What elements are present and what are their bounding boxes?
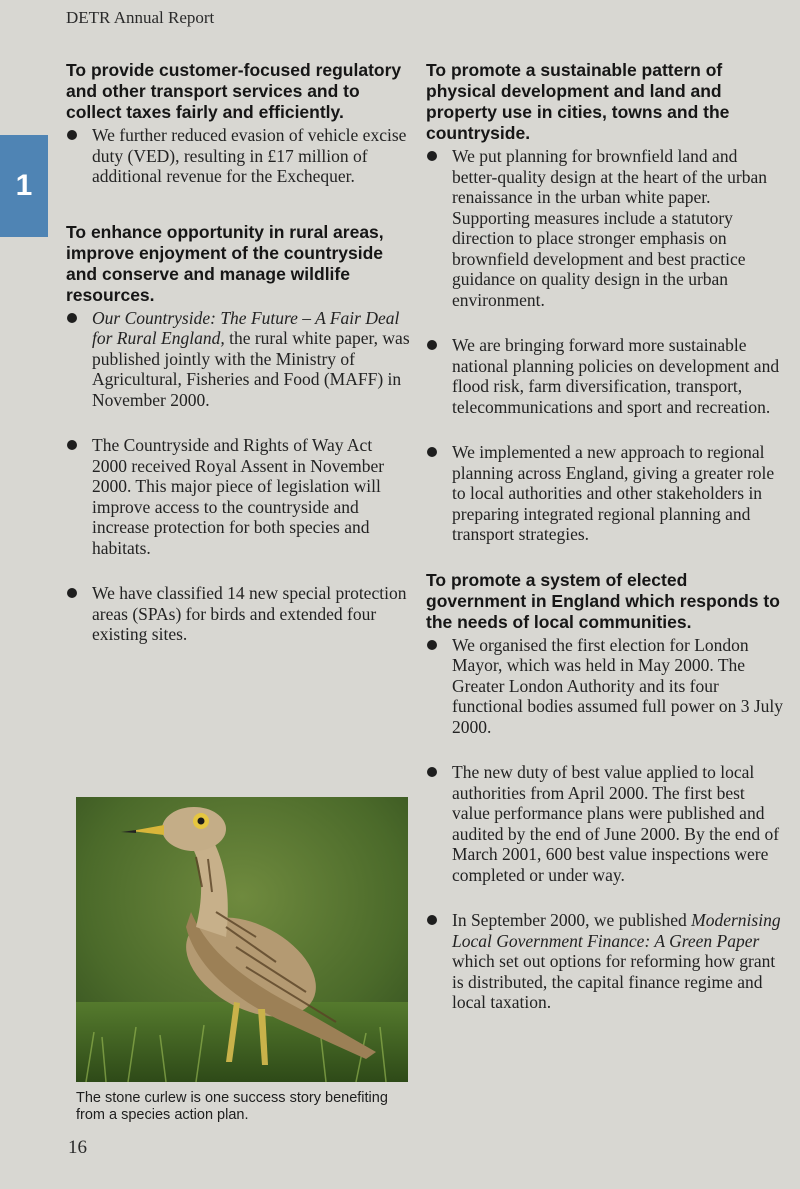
bullet-text: In September 2000, we published [452, 910, 692, 930]
bullet-item [66, 583, 411, 645]
bullet-text: We organised the first election for London Mayor, which was held in May 2000. The Greater London Authority and its four functional bodies assumed full power on 3 July 2000. [452, 634, 783, 737]
section-heading: To promote a system of elected government in England which responds to the needs of local communities. [426, 569, 780, 632]
bullet-item [66, 435, 411, 558]
bullet-item [426, 635, 786, 738]
bullet-item [66, 125, 411, 187]
bullet-text: We put planning for brownfield land and better-quality design at the heart of the urban renaissance in the urban white paper. Supporting measures include a statutory direction to place stronger emphasis on brownfield development and best practice guidance on quality design in the urban environment. [452, 146, 768, 310]
bullet-text: We are bringing forward more sustainable national planning policies on development and flood risk, farm diversification, transport, telecommunications and sport and recreation. [452, 335, 780, 417]
bullet-icon [67, 130, 77, 140]
bullet-icon [427, 447, 437, 457]
bullet-text: which set out options for reforming how grant is distributed, the capital finance regime and local taxation. [452, 951, 776, 1012]
bullet-icon [427, 767, 437, 777]
bullet-icon [67, 440, 77, 450]
bullet-text: We have classified 14 new special protection areas (SPAs) for birds and extended four existing sites. [92, 583, 407, 644]
bullet-text: The Countryside and Rights of Way Act 2000 received Royal Assent in November 2000. This major piece of legislation will improve access to the countryside and increase protection for both species and habitats. [92, 435, 385, 558]
bullet-icon [427, 340, 437, 350]
section-heading: To enhance opportunity in rural areas, improve enjoyment of the countryside and conserve and manage wildlife resources. [66, 221, 384, 305]
bullet-icon [67, 588, 77, 598]
page-number: 16 [68, 1137, 87, 1158]
chapter-number: 1 [15, 169, 33, 202]
bullet-icon [427, 151, 437, 161]
section-heading: To provide customer-focused regulatory and other transport services and to collect taxes fairly and efficiently. [66, 60, 402, 122]
left-column [66, 60, 411, 670]
bullet-item [426, 762, 786, 885]
photo-caption: The stone curlew is one success story benefiting from a species action plan. [76, 1090, 388, 1123]
stone-curlew-photo [76, 797, 408, 1082]
bullet-icon [67, 313, 77, 323]
publication-title: Modernising Local Government Finance: A Green Paper [452, 910, 781, 951]
bullet-item [426, 146, 786, 310]
running-header: DETR Annual Report [66, 8, 215, 27]
bullet-text: We further reduced evasion of vehicle excise duty (VED), resulting in £17 million of additional revenue for the Exchequer. [92, 125, 407, 186]
bullet-text: We implemented a new approach to regional planning across England, giving a greater role to local authorities and other stakeholders in preparing integrated regional planning and transport strategies. [452, 442, 775, 544]
bullet-item [66, 308, 411, 411]
bullet-icon [427, 915, 437, 925]
bullet-item [426, 910, 786, 1013]
bullet-item [426, 442, 786, 545]
right-column [426, 60, 786, 1038]
bullet-item [426, 335, 786, 417]
bullet-icon [427, 640, 437, 650]
publication-title: Our Countryside: The Future – A Fair Deal for Rural England, [92, 307, 400, 348]
bullet-text: the rural white paper, was published jointly with the Ministry of Agricultural, Fisheries and Food (MAFF) in November 2000. [92, 328, 410, 410]
chapter-tab [0, 135, 48, 237]
section-heading: To promote a sustainable pattern of physical development and land and property use in cities, towns and the countryside. [426, 60, 730, 143]
bullet-text: The new duty of best value applied to local authorities from April 2000. The first best value performance plans were published and audited by the end of June 2000. By the end of March 2001, 600 best value inspections were completed or under way. [452, 762, 780, 885]
